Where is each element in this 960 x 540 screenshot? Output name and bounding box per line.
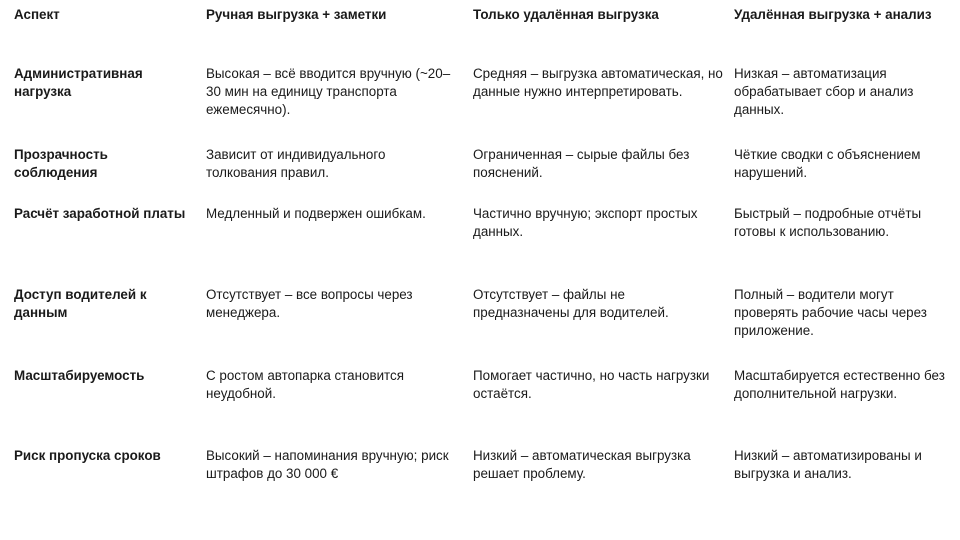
row-aspect: Прозрачность соблюдения <box>14 147 108 180</box>
row-aspect: Административная нагрузка <box>14 66 143 99</box>
cell-remote: Частично вручную; экспорт простых данных. <box>473 206 698 239</box>
cell-remote-analysis: Низкая – автоматизация обрабатывает сбор и анализ данных. <box>734 66 914 117</box>
cell-remote-analysis: Полный – водители могут проверять рабочие часы через приложение. <box>734 287 927 338</box>
row-aspect: Доступ водителей к данным <box>14 287 147 320</box>
cell-remote: Низкий – автоматическая выгрузка решает проблему. <box>473 448 691 481</box>
column-header-remote-analysis: Удалённая выгрузка + анализ <box>734 7 932 22</box>
cell-remote-analysis: Масштабируется естественно без дополнительной нагрузки. <box>734 368 945 401</box>
cell-manual: Зависит от индивидуального толкования правил. <box>206 147 386 180</box>
cell-remote-analysis: Чёткие сводки с объяснением нарушений. <box>734 147 921 180</box>
cell-remote-analysis: Быстрый – подробные отчёты готовы к использованию. <box>734 206 922 239</box>
column-header-remote: Только удалённая выгрузка <box>473 7 659 22</box>
cell-remote: Ограниченная – сырые файлы без пояснений. <box>473 147 690 180</box>
row-aspect: Риск пропуска сроков <box>14 448 161 463</box>
column-header-aspect: Аспект <box>14 7 60 22</box>
cell-manual: С ростом автопарка становится неудобной. <box>206 368 404 401</box>
cell-manual: Высокая – всё вводится вручную (~20–30 мин на единицу транспорта ежемесячно). <box>206 66 451 117</box>
cell-remote: Отсутствует – файлы не предназначены для водителей. <box>473 287 669 320</box>
cell-remote: Средняя – выгрузка автоматическая, но данные нужно интерпретировать. <box>473 66 723 99</box>
cell-remote: Помогает частично, но часть нагрузки остаётся. <box>473 368 710 401</box>
row-aspect: Масштабируемость <box>14 368 145 383</box>
row-aspect: Расчёт заработной платы <box>14 206 186 221</box>
cell-manual: Высокий – напоминания вручную; риск штрафов до 30 000 € <box>206 448 449 481</box>
cell-remote-analysis: Низкий – автоматизированы и выгрузка и анализ. <box>734 448 922 481</box>
cell-manual: Медленный и подвержен ошибкам. <box>206 206 426 221</box>
column-header-manual: Ручная выгрузка + заметки <box>206 7 387 22</box>
cell-manual: Отсутствует – все вопросы через менеджера. <box>206 287 413 320</box>
